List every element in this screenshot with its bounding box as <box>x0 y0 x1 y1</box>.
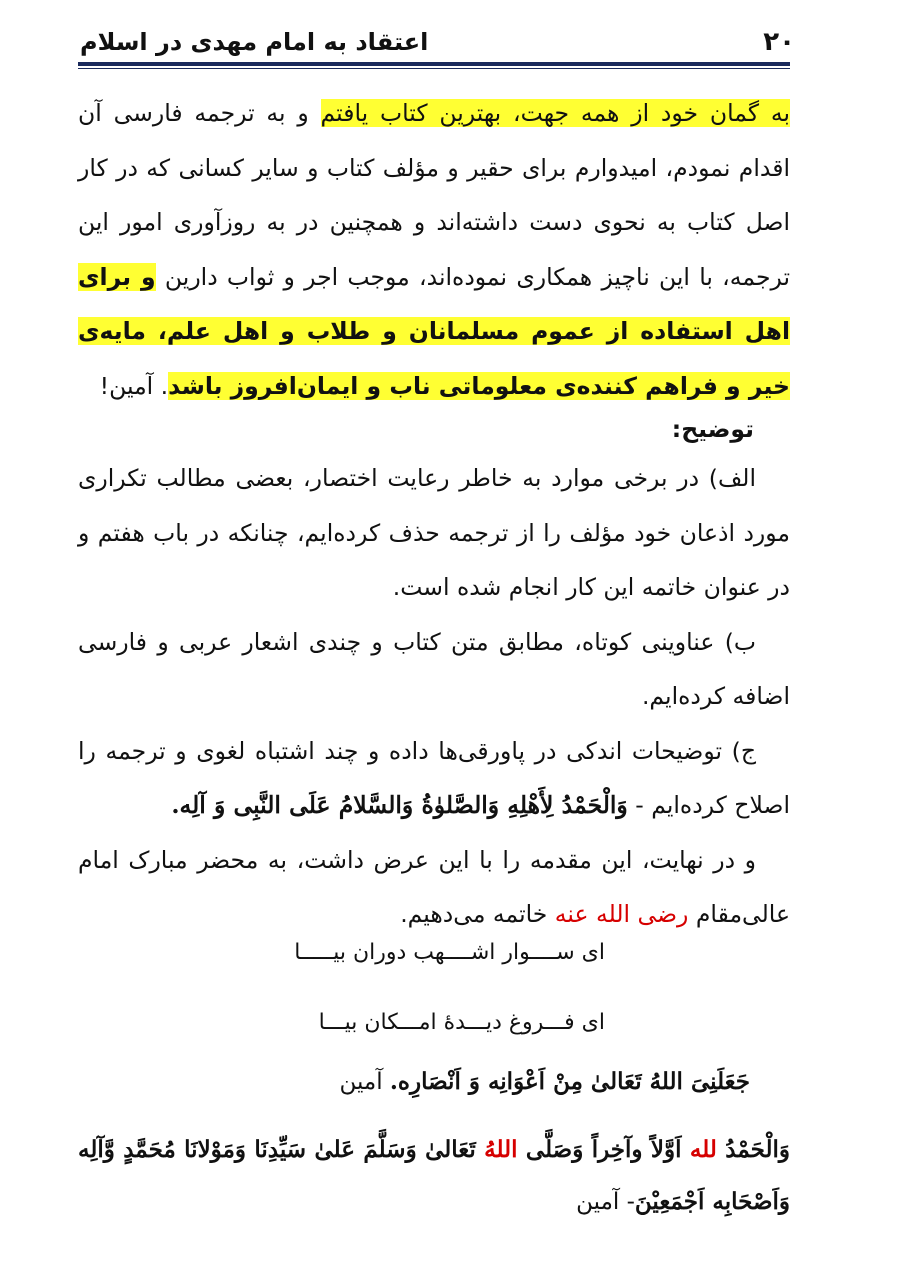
note-jim-text: ج) توضیحات اندکی در پاورقی‌ها داده و چند اشتباه لغوی و ترجمه را اصلاح کرده‌ایم - <box>78 736 790 819</box>
conclusion-paragraph <box>78 833 790 942</box>
page-number: ۲۰ <box>763 27 795 57</box>
closing-red-1: لله <box>689 1136 717 1163</box>
note-jim-arabic: وَالْحَمْدُ لِأَهْلِهِ وَالصَّلوٰةُ وَالسَّلامُ عَلَی النَّبِی وَ آلِه. <box>171 791 628 819</box>
note-jim <box>78 724 790 833</box>
running-header <box>80 22 795 62</box>
note-alef: الف) در برخی موارد به خاطر رعایت اختصار، بعضی مطالب تکراری مورد اذعان خود مؤلف را از ترجمه حذف کرده‌ایم، چنانکه در باب هفتم و در عنوان خاتمه این کار انجام شده است. <box>78 464 790 601</box>
conclusion-text-1: و در نهایت، این مقدمه را با این عرض داشت، به محضر مبارک امام عالی‌مقام <box>78 845 790 928</box>
running-title: اعتقاد به امام مهدی در اسلام <box>80 28 429 56</box>
poem-line-1: ای ســــوار اشــــهب دوران بیـــــا <box>294 940 605 965</box>
intro-text-2: . آمین! <box>99 371 169 400</box>
note-be: ب) عناوینی کوتاه، مطابق متن کتاب و چندی اشعار عربی و فارسی اضافه کرده‌ایم. <box>78 627 790 710</box>
conclusion-text-2: خاتمه می‌دهیم. <box>400 900 555 928</box>
closing-amen-2: - آمین <box>576 1189 635 1215</box>
intro-paragraph <box>78 86 790 413</box>
highlight-2: و برای اهل استفاده از عموم مسلمانان و طلاب و اهل علم، مایه‌ی خیر و فراهم کننده‌ی معلوماتی ناب و ایمان‌افروز باشد <box>78 262 790 400</box>
section-heading: توضیح: <box>671 415 754 443</box>
closing-amen-1: آمین <box>339 1069 390 1095</box>
poem-line-2: ای فـــروغ دیـــدهٔ امـــکان بیـــا <box>318 1010 605 1035</box>
header-rule-thick <box>78 62 790 66</box>
closing-p2-b: اَوَّلاً وآخِراً وَصَلَّی <box>517 1136 690 1163</box>
highlight-1: به گمان خود از همه جهت، بهترین کتاب یافتم <box>320 99 790 127</box>
body-text <box>78 86 790 942</box>
closing-p2-a: وَالْحَمْدُ <box>716 1136 790 1163</box>
closing-red-2: اللهُ <box>484 1136 518 1163</box>
header-rule-thin <box>78 68 790 69</box>
intro-text-1: و به ترجمه فارسی آن اقدام نمودم، امیدوارم برای حقیر و مؤلف کتاب و سایر کسانی که در کار اصل کتاب به نحوی دست داشته‌اند و همچنین در به روزآوری امور این ترجمه، با این ناچیز همکاری نموده‌اند، موجب اجر و ثواب دارین <box>78 99 790 291</box>
conclusion-red: رضی الله عنه <box>554 900 689 928</box>
closing-paragraph <box>78 1124 790 1228</box>
closing-arabic: جَعَلَنِیَ اللهُ تَعَالیٰ مِنْ اَعْوَانِه وَ اَنْصَارِه. <box>389 1068 750 1095</box>
closing-line-1 <box>78 1068 790 1095</box>
closing-p2-c: تَعَالیٰ وَسَلَّمَ عَلیٰ سَیِّدِنَا وَمَوْلانَا مُحَمَّدٍ وَّآلِه وَاَصْحَابِه اَجْمَعِیْنَ <box>78 1136 790 1215</box>
